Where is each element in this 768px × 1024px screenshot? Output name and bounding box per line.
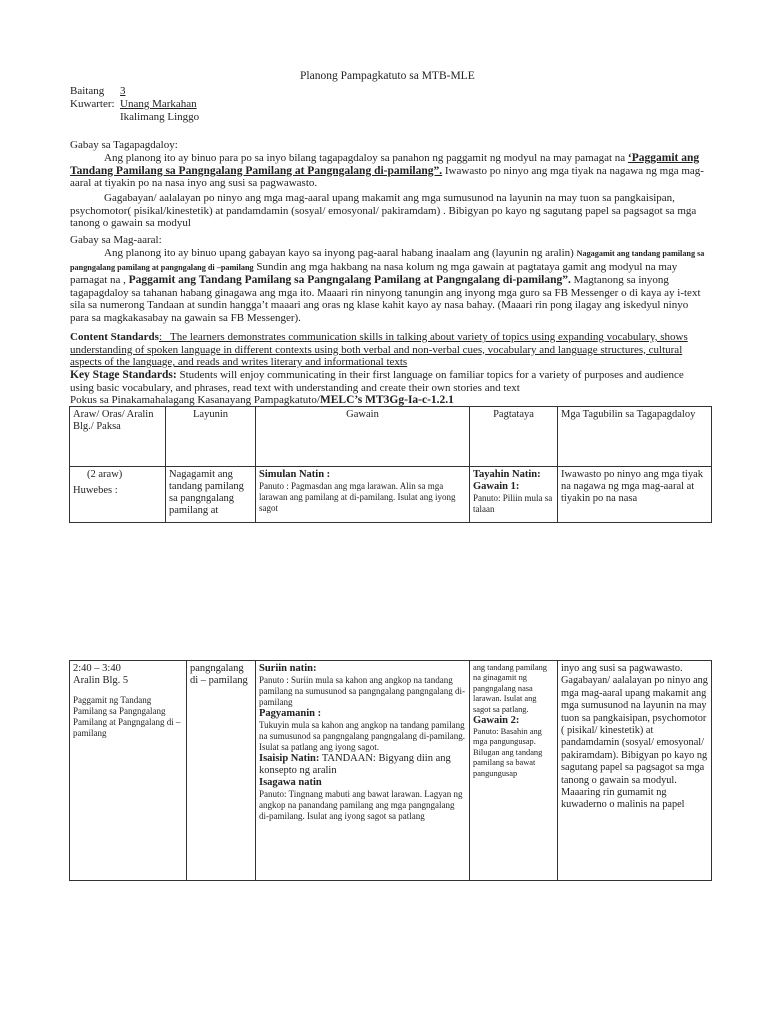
- cell-pagtataya-2: [470, 661, 558, 881]
- header-gawain: Gawain: [256, 407, 470, 467]
- gm-p1-layunin: Nagagamit ang tandang pamilang sa pangngalang pamilang at pangngalang di –pamilang: [70, 249, 705, 272]
- content-standards-label: Content Standards: [70, 331, 159, 343]
- header-layunin: Layunin: [166, 407, 256, 467]
- kuwarter-value: Unang Markahan: [120, 98, 197, 110]
- gabay-tagapagdaloy-heading: Gabay sa Tagapagdaloy:: [70, 139, 178, 151]
- gawain1-text: Panuto: Piliin mula sa talaan: [473, 493, 553, 514]
- table-header-row: [70, 407, 712, 467]
- cell-tagubilin-2: inyo ang susi sa pagwawasto. Gagabayan/ aalalayan po ninyo ang mga mag-aaral upang makamit ang mga sumusunod na layunin na may tuon sa pangkaisipan, psychomotor ( pisikal/ kinestetik) at pandamdamin (sosyal/ emosyonal/ pakiramdam). Bibigyan po kayo ng sagutang papel sa pagsagot sa mga tanong o gawain sa modyul. Maaaring rin gumamit ng kuwaderno o malinis na papel: [558, 661, 712, 881]
- simulan-heading: Simulan Natin :: [259, 469, 331, 480]
- plan-table-top: [69, 406, 712, 523]
- suriin-heading: Suriin natin:: [259, 663, 317, 674]
- cell-pagtataya: [470, 467, 558, 523]
- header-araw: Araw/ Oras/ Aralin Blg./ Paksa: [70, 407, 166, 467]
- table-row: [70, 467, 712, 523]
- aralin-text: Aralin Blg. 5: [73, 675, 129, 686]
- paksa-text: Paggamit ng Tandang Pamilang sa Pangngalang Pamilang at Pangngalang di – pamilang: [73, 695, 181, 738]
- gabay-tagapagdaloy-paragraph-2: [70, 192, 706, 230]
- isaisip-line: [259, 753, 466, 777]
- isaisip-text: TANDAAN: Bigyang diin ang konsepto ng aralin: [259, 753, 451, 776]
- tayahin-heading: Tayahin Natin:: [473, 469, 541, 480]
- gm-p1-module-title: Paggamit ang Tandang Pamilang sa Pangngalang Pamilang at Pangngalang di-pamilang”.: [128, 274, 571, 287]
- day-text: Huwebes :: [73, 485, 118, 496]
- linggo-value: Ikalimang Linggo: [120, 111, 200, 123]
- header-pagtataya: Pagtataya: [470, 407, 558, 467]
- gawain2-heading: Gawain 2:: [473, 715, 520, 727]
- gabay-tagapagdaloy-paragraph-1: [70, 152, 706, 190]
- header-tagubilin: Mga Tagubilin sa Tagapagdaloy: [558, 407, 712, 467]
- suriin-text: Panuto : Suriin mula sa kahon ang angkop na tandang pamilang na sumusunod sa pangngalang pangngalang di-pamilang: [259, 675, 465, 707]
- pagyamanin-text: Tukuyin mula sa kahon ang angkop na tandang pamilang na sumusunod sa pangngalang pangngalang di-pamilang. Isulat sa patlang ang iyong sagot.: [259, 720, 465, 752]
- page-title: Planong Pampagkatuto sa MTB-MLE: [300, 70, 475, 82]
- gt-p1-tail: Iwawasto po ninyo ang mga tiyak na nagawa ng mga mag-aaral at tiyakin po na nasa inyo ang susi sa pagwawasto.: [70, 164, 704, 190]
- simulan-text: Panuto : Pagmasdan ang mga larawan. Alin sa mga larawan ang pamilang at di-pamilang. Isulat ang iyong sagot: [259, 481, 456, 513]
- gm-p1-a: Ang planong ito ay binuo upang gabayan kayo sa inyong pag-aaral habang inaalam ang (layunin ng aralin): [104, 247, 577, 259]
- gabay-magaaral-paragraph: [70, 247, 706, 325]
- time-text: 2:40 – 3:40: [73, 663, 121, 674]
- gawain1-continued-text: ang tandang pamilang na ginagamit ng pangngalang nasa larawan. Isulat ang sagot sa patlang.: [473, 663, 547, 714]
- content-standards-text: :_ The learners demonstrates communication skills in talking about variety of topics using expanding vocabulary, shows understanding of spoken language in different contexts using both verbal and non-verbal cues, vocabulary and language structures, cultural aspects of the language, and reads and writes literary and informational texts: [70, 331, 688, 369]
- gt-p1-text: Ang planong ito ay binuo para po sa inyo bilang tagapagdaloy sa panahon ng paggamit ng modyul na may pamagat na: [104, 152, 626, 164]
- baitang-value: 3: [120, 85, 126, 97]
- cell-araw: [70, 467, 166, 523]
- cell-gawain-2: [256, 661, 470, 881]
- cell-layunin-2: pangngalang di – pamilang: [187, 661, 256, 881]
- cell-layunin: Nagagamit ang tandang pamilang sa pangngalang pamilang at: [166, 467, 256, 523]
- table-row: [70, 661, 712, 881]
- gm-p1-b: Sundin ang mga hakbang na nasa kolum ng mga gawain at pagtataya gamit ang modyul na may pamagat na ,: [70, 260, 678, 287]
- gt-p1-module-title: ‘Paggamit ang Tandang Pamilang sa Pangngalang Pamilang at Pangngalang di-pamilang”.: [70, 152, 700, 177]
- gt-p2-text: Gagabayan/ aalalayan po ninyo ang mga mag-aaral upang makamit ang mga sumusunod na layunin na may tuon sa pangkaisipan, psychomotor( pisikal/kinestetik) at pandamdamin (sosyal/ emosyonal/ pakiramdam) . Bibigyan po kayo ng sagutang papel sa pagsagot sa mga tanong o gawain sa modyul: [70, 192, 697, 230]
- cell-tagubilin: Iwawasto po ninyo ang mga tiyak na nagawa ng mga mag-aaral at tiyakin po na nasa: [558, 467, 712, 523]
- isagawa-text: Panuto: Tingnang mabuti ang bawat larawan. Lagyan ng angkop na panandang pamilang ang mga pangngalang di-pamilang. Isulat ang iyong sagot sa patlang: [259, 789, 463, 821]
- melc-code: MELC’s MT3Gg-Ia-c-1.2.1: [319, 394, 454, 406]
- cell-araw-2: [70, 661, 187, 881]
- araw-text: (2 araw): [87, 469, 123, 480]
- gabay-magaaral-heading: Gabay sa Mag-aaral:: [70, 234, 162, 246]
- gawain2-text: Panuto: Basahin ang mga pangungusap. Bilugan ang tandang pamilang sa bawat pangungusap: [473, 727, 543, 778]
- cell-gawain: [256, 467, 470, 523]
- plan-table-bottom: [69, 660, 712, 881]
- key-stage-standards: [70, 369, 706, 394]
- key-stage-label: Key Stage Standards:: [70, 369, 177, 381]
- gm-p1-c: Magtanong sa inyong tagapagdaloy sa tahanan habang ginagawa ang mga ito. Maaari rin ninyong tanungin ang inyong mga guro sa FB Messenger o di kaya ay i-text sila sa numerong Tandaan at sundin hangga’t maaari ang oras ng klase kahit kayo ay nasa bahay. (Maaari rin pong ilagay ang iskedyul ninyo para sa magkakasabay na gawain sa FB Messenger).: [70, 274, 701, 324]
- key-stage-text: Students will enjoy communicating in their first language on familiar topics for a variety of purposes and audience using basic vocabulary, and phrases, read text with understanding and create their own stories and text: [70, 369, 684, 394]
- kuwarter-label: Kuwarter:: [70, 98, 115, 110]
- isaisip-heading: Isaisip Natin:: [259, 753, 320, 764]
- pokus-text: Pokus sa Pinakamahalagang Kasanayang Pampagkatuto/: [70, 394, 320, 406]
- baitang-label: Baitang: [70, 85, 105, 97]
- gawain1-heading: Gawain 1:: [473, 481, 520, 492]
- content-standards: [70, 331, 706, 369]
- pagyamanin-heading: Pagyamanin :: [259, 708, 322, 719]
- isagawa-heading: Isagawa natin: [259, 777, 322, 788]
